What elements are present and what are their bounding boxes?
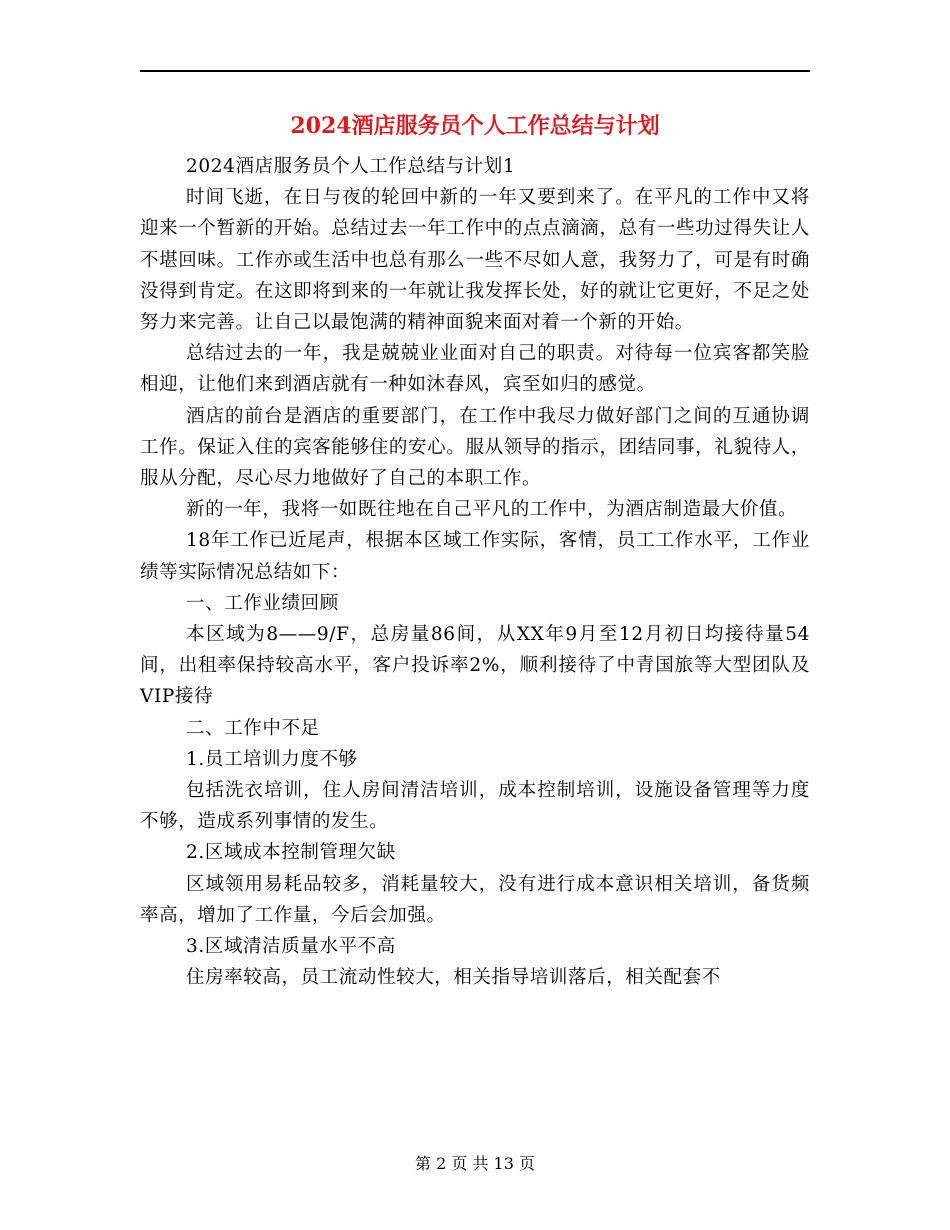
section-heading: 一、工作业绩回顾 [186, 592, 339, 614]
paragraph: 住房率较高，员工流动性较大，相关指导培训落后，相关配套不 [186, 967, 721, 989]
document-title: 2024酒店服务员个人工作总结与计划 [290, 113, 660, 139]
document-body [140, 151, 810, 993]
paragraph: 本区域为8——9/F，总房量86间，从XX年9月至12月初日均接待量54间，出租率保持较高水平，客户投诉率2%，顺利接待了中青国旅等大型团队及VIP接待 [140, 624, 810, 708]
paragraph: 总结过去的一年，我是兢兢业业面对自己的职责。对待每一位宾客都笑脸相迎，让他们来到酒店就有一种如沐春风，宾至如归的感觉。 [140, 343, 810, 396]
page-number: 第 2 页 共 13 页 [415, 1154, 535, 1173]
paragraph: 18年工作已近尾声，根据本区域工作实际，客情，员工工作水平，工作业绩等实际情况总结如下： [140, 530, 810, 583]
section-heading: 二、工作中不足 [186, 717, 320, 739]
paragraph: 区域领用易耗品较多，消耗量较大，没有进行成本意识相关培训，备货频率高，增加了工作量，今后会加强。 [140, 873, 810, 926]
subsection-heading: 3.区域清洁质量水平不高 [186, 936, 396, 958]
header-rule [140, 70, 810, 72]
subsection-heading: 1.员工培训力度不够 [186, 748, 358, 770]
paragraph-subtitle: 2024酒店服务员个人工作总结与计划1 [186, 156, 516, 177]
paragraph: 包括洗衣培训，住人房间清洁培训，成本控制培训，设施设备管理等力度不够，造成系列事情的发生。 [140, 780, 810, 833]
paragraph: 新的一年，我将一如既往地在自己平凡的工作中，为酒店制造最大价值。 [186, 499, 798, 521]
paragraph: 时间飞逝，在日与夜的轮回中新的一年又要到来了。在平凡的工作中又将迎来一个暂新的开始。总结过去一年工作中的点点滴滴，总有一些功过得失让人不堪回味。工作亦或生活中也总有那么一些不尽如人意，我努力了，可是有时确没得到肯定。在这即将到来的一年就让我发挥长处，好的就让它更好，不足之处努力来完善。让自己以最饱满的精神面貌来面对着一个新的开始。 [140, 187, 810, 334]
subsection-heading: 2.区域成本控制管理欠缺 [186, 842, 396, 864]
paragraph: 酒店的前台是酒店的重要部门，在工作中我尽力做好部门之间的互通协调工作。保证入住的宾客能够住的安心。服从领导的指示，团结同事，礼貌待人，服从分配，尽心尽力地做好了自己的本职工作。 [140, 405, 810, 490]
